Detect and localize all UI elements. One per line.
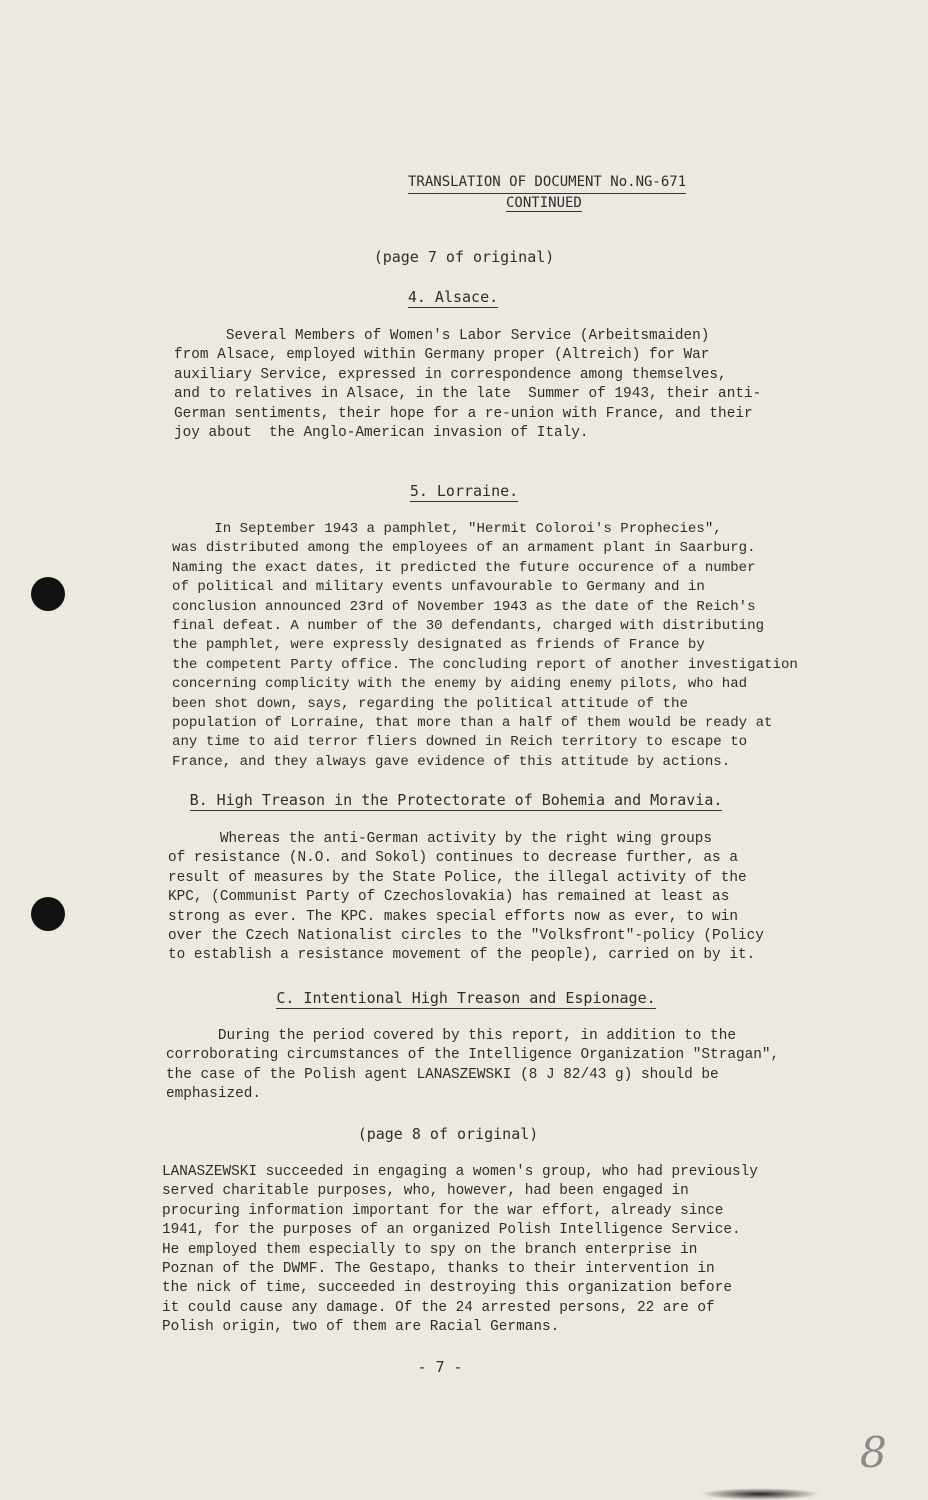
- punch-hole: [31, 897, 65, 931]
- handwritten-page-mark: 8: [860, 1428, 887, 1477]
- header-title: TRANSLATION OF DOCUMENT No.NG-671: [408, 173, 686, 194]
- header-continued: CONTINUED: [506, 195, 582, 211]
- page-reference: (page 7 of original): [373, 248, 555, 266]
- section-text-lorraine: In September 1943 a pamphlet, "Hermit Coloroi's Prophecies", was distributed among the employees of an armament plant in Saarburg. Naming the exact dates, it predicted the future occurence of a number of political and military events unfavourable to Germany and in conclusion announced 23rd of November 1943 as the date of the Reich's final defeat. A number of the 30 defendants, charged with distributing the pamphlet, were expressly designated as friends of France by the competent Party office. The concluding report of another investigation concerning complicity with the enemy by aiding enemy pilots, who had been shot down, says, regarding the political attitude of the population of Lorraine, that more than a half of them would be ready at any time to aid terror fliers downed in Reich territory to escape to France, and they always gave evidence of this attitude by actions.: [172, 521, 798, 770]
- section-text-espionage: During the period covered by this report, in addition to the corroborating circumstances of the Intelligence Organization "Stragan", the case of the Polish agent LANASZEWSKI (8 J 82/43 g) should be emphasized.: [166, 1028, 780, 1103]
- ink-smudge: [700, 1488, 820, 1500]
- page-number: - 7 -: [417, 1358, 463, 1376]
- section-text-alsace: Several Members of Women's Labor Service (Arbeitsmaiden) from Alsace, employed within Germany proper (Altreich) for War auxiliary Service, expressed in correspondence among themselves, and to relatives in Alsace, in the late Summer of 1943, their anti- German sentiments, their hope for a re-union with France, and their joy about the Anglo-American invasion of Italy.: [174, 328, 762, 442]
- document-header: [408, 173, 728, 213]
- final-paragraph: LANASZEWSKI succeeded in engaging a women's group, who had previously served charitable purposes, who, however, had been engaged in procuring information important for the war effort, already since 1941, for the purposes of an organized Polish Intelligence Service. He employed them especially to spy on the branch enterprise in Poznan of the DWMF. The Gestapo, thanks to their intervention in the nick of time, succeeded in destroying this organization before it could cause any damage. Of the 24 arrested persons, 22 are of Polish origin, two of them are Racial Germans.: [162, 1164, 758, 1336]
- section-heading-espionage: C. Intentional High Treason and Espionage.: [276, 989, 656, 1007]
- section-heading-lorraine: 5. Lorraine.: [409, 482, 519, 500]
- section-heading-protectorate: B. High Treason in the Protectorate of Bohemia and Moravia.: [189, 791, 723, 809]
- section-text-protectorate: Whereas the anti-German activity by the right wing groups of resistance (N.O. and Sokol) continues to decrease further, as a result of measures by the State Police, the illegal activity of the KPC, (Communist Party of Czechoslovakia) has remained at least as strong as ever. The KPC. makes special efforts now as ever, to win over the Czech Nationalist circles to the "Volksfront"-policy (Policy to establish a resistance movement of the people), carried on by it.: [168, 831, 764, 964]
- page-reference: (page 8 of original): [357, 1125, 539, 1143]
- punch-hole: [31, 577, 65, 611]
- section-heading-alsace: 4. Alsace.: [407, 288, 499, 306]
